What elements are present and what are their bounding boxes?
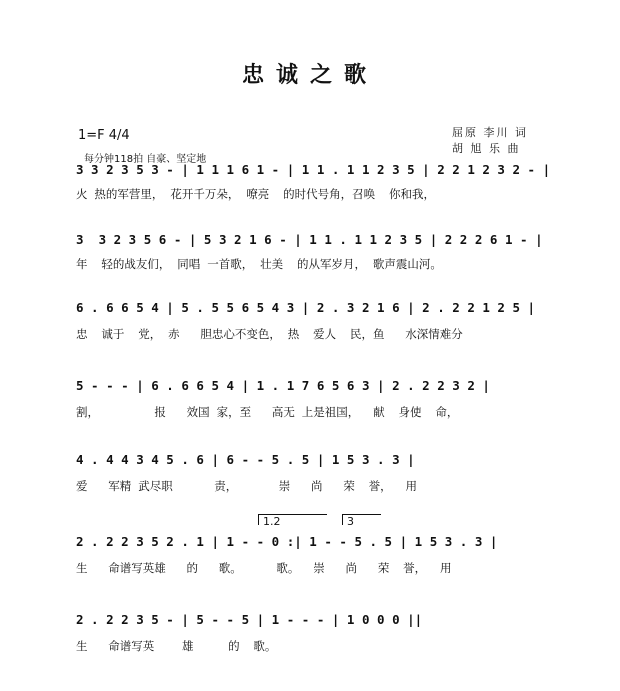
notation-row: 3 3 2 3 5 3 - | 1 1 1 6 1 - | 1 1 . 1 1 2 3 5 | 2 2 1 2 3 2 - | (76, 162, 551, 177)
lyricist-credit: 屈原 李川 词 (452, 126, 528, 139)
notation-row: 4 . 4 4 3 4 5 . 6 | 6 - - 5 . 5 | 1 5 3 . 3 | (76, 452, 415, 467)
lyrics-row: 爱 军精 武尽职 责， 崇 尚 荣 誉， 用 (76, 479, 418, 493)
lyrics-row: 年 轻的战友们， 同唱 一首歌， 壮美 的从军岁月， 歌声震山河。 (76, 257, 442, 271)
notation-row: 6 . 6 6 5 4 | 5 . 5 5 6 5 4 3 | 2 . 3 2 1 6 | 2 . 2 2 1 2 5 | (76, 300, 536, 315)
notation-row: 2 . 2 2 3 5 - | 5 - - 5 | 1 - - - | 1 0 0 0 || (76, 612, 423, 627)
tempo-marking: 每分钟118拍 自豪、坚定地 (84, 154, 207, 165)
second-ending-bracket: 3 (342, 514, 381, 525)
song-title: 忠诚之歌 (241, 62, 378, 88)
first-ending-bracket: 1.2 (258, 514, 327, 525)
notation-row: 3 3 2 3 5 6 - | 5 3 2 1 6 - | 1 1 . 1 1 2 3 5 | 2 2 2 6 1 - | (76, 232, 543, 247)
lyrics-row: 割， 报 效国 家，至 高无 上是祖国， 献 身使 命， (76, 405, 459, 419)
lyrics-row: 火 热的军营里， 花开千万朵， 嘹亮 的时代号角，召唤 你和我， (76, 187, 435, 201)
key-signature: 1=F 4/4 (78, 128, 130, 143)
lyrics-row: 生 命谱写英 雄 的 歌。 (76, 639, 277, 653)
notation-row: 2 . 2 2 3 5 2 . 1 | 1 - - 0 :| 1 - - 5 . 5 | 1 5 3 . 3 | (76, 534, 498, 549)
lyrics-row: 生 命谱写英雄 的 歌。 歌。 崇 尚 荣 誉， 用 (76, 561, 452, 575)
lyrics-row: 忠 诚于 党， 赤 胆忠心不变色， 热 爱人 民，鱼 水深情难分 (76, 327, 463, 341)
composer-credit: 胡 旭 乐 曲 (452, 142, 521, 155)
notation-row: 5 - - - | 6 . 6 6 5 4 | 1 . 1 7 6 5 6 3 | 2 . 2 2 3 2 | (76, 378, 490, 393)
